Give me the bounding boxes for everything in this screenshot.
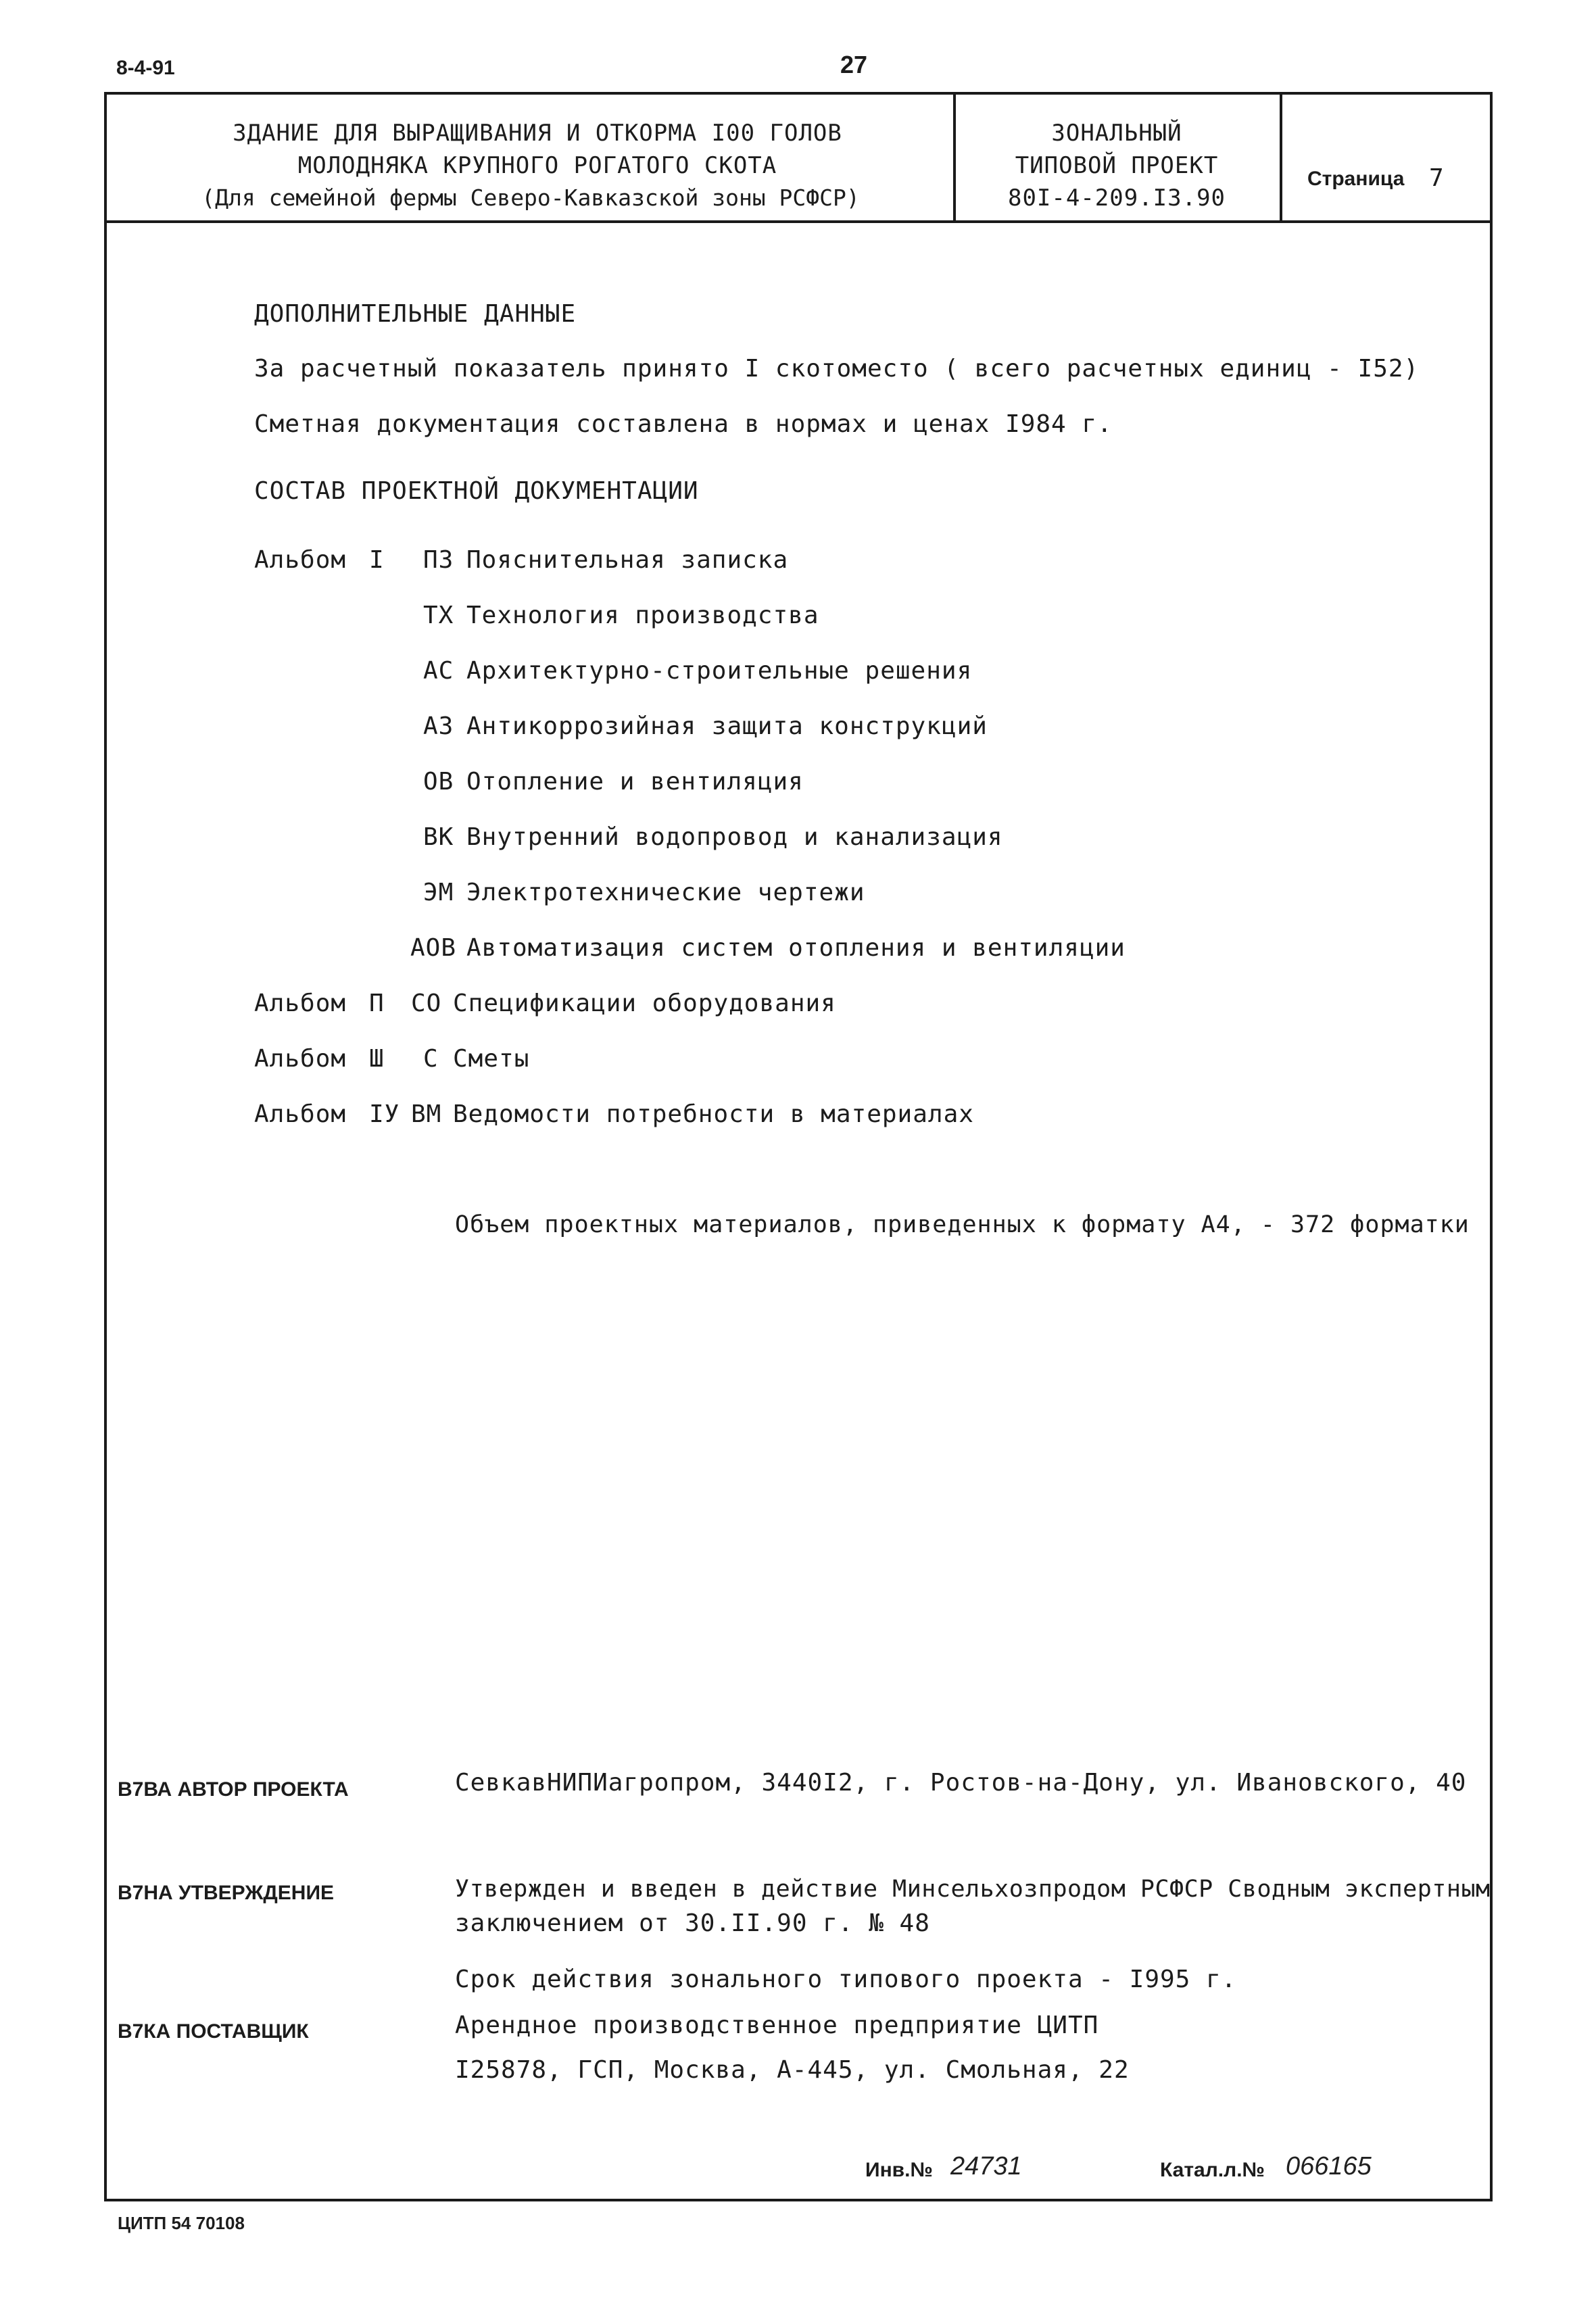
album-code: ПЗ	[423, 546, 454, 574]
album-code: ВК	[423, 823, 454, 851]
page-label: Страница	[1307, 168, 1405, 190]
project-line-3: 80I-4-209.I3.90	[1007, 185, 1226, 212]
album-description: Автоматизация систем отопления и вентиляции	[466, 934, 1126, 962]
album-label: Альбом	[254, 1045, 347, 1073]
approval-line-1: Утвержден и введен в действие Минсельхозпродом РСФСР Сводным экспертным	[455, 1876, 1491, 1903]
project-line-2: ТИПОВОЙ ПРОЕКТ	[1015, 152, 1219, 179]
header-divider	[104, 220, 1493, 223]
album-description: Спецификации оборудования	[453, 990, 836, 1017]
album-code: АС	[423, 657, 454, 685]
bottom-code: ЦИТП 54 70108	[118, 2213, 245, 2233]
album-label: Альбом	[254, 546, 347, 574]
album-code: ЭМ	[423, 879, 454, 906]
album-code: ОВ	[423, 768, 454, 796]
approval-label: В7НА УТВЕРЖДЕНИЕ	[118, 1882, 335, 1904]
album-description: Пояснительная записка	[466, 546, 789, 574]
album-code: СО	[411, 990, 442, 1017]
composition-heading: СОСТАВ ПРОЕКТНОЙ ДОКУМЕНТАЦИИ	[254, 477, 699, 505]
album-number: П	[369, 990, 385, 1017]
page-number: 27	[840, 51, 868, 78]
album-number: Ш	[369, 1045, 385, 1073]
validity-line: Срок действия зонального типового проекта - I995 г.	[455, 1966, 1237, 1993]
top-left-code: 8-4-91	[116, 57, 175, 79]
album-code: ВМ	[411, 1100, 442, 1128]
supplier-label: В7КА ПОСТАВЩИК	[118, 2020, 309, 2043]
title-line-1: ЗДАНИЕ ДЛЯ ВЫРАЩИВАНИЯ И ОТКОРМА I00 ГОЛОВ	[233, 120, 842, 147]
title-line-2: МОЛОДНЯКА КРУПНОГО РОГАТОГО СКОТА	[297, 152, 777, 179]
catalog-number: 066165	[1286, 2152, 1372, 2180]
album-description: Ведомости потребности в материалах	[453, 1100, 974, 1128]
inventory-label: Инв.№	[865, 2159, 933, 2181]
project-line-1: ЗОНАЛЬНЫЙ	[1051, 120, 1182, 147]
extra-data-heading: ДОПОЛНИТЕЛЬНЫЕ ДАННЫЕ	[254, 300, 577, 328]
volume-line: Объем проектных материалов, приведенных к формату А4, - 372 форматки	[455, 1211, 1470, 1238]
album-description: Внутренний водопровод и канализация	[466, 823, 1003, 851]
page-value: 7	[1429, 164, 1445, 192]
album-description: Электротехнические чертежи	[466, 879, 865, 906]
inventory-number: 24731	[950, 2152, 1022, 2180]
album-number: IУ	[369, 1100, 400, 1128]
header-separator-1	[953, 92, 956, 223]
album-code: С	[423, 1045, 439, 1073]
album-label: Альбом	[254, 990, 347, 1017]
header-separator-2	[1280, 92, 1282, 223]
calc-indicator-line: За расчетный показатель принято I скотоместо ( всего расчетных единиц - I52)	[254, 355, 1420, 383]
author-label: В7ВА АВТОР ПРОЕКТА	[118, 1778, 349, 1801]
album-number: I	[369, 546, 385, 574]
supplier-line-1: Арендное производственное предприятие ЦИТП	[455, 2012, 1099, 2039]
album-description: Архитектурно-строительные решения	[466, 657, 973, 685]
album-code: ТХ	[423, 602, 454, 629]
album-label: Альбом	[254, 1100, 347, 1128]
album-description: Антикоррозийная защита конструкций	[466, 712, 988, 740]
catalog-label: Катал.л.№	[1160, 2159, 1265, 2181]
album-code: АОВ	[410, 934, 457, 962]
album-description: Сметы	[453, 1045, 530, 1073]
supplier-line-2: I25878, ГСП, Москва, А-445, ул. Смольная, 22	[455, 2056, 1130, 2084]
album-code: АЗ	[423, 712, 454, 740]
album-description: Технология производства	[466, 602, 819, 629]
title-line-3: (Для семейной фермы Северо-Кавказской зоны РСФСР)	[201, 185, 860, 211]
album-description: Отопление и вентиляция	[466, 768, 804, 796]
approval-line-2: заключением от 30.II.90 г. № 48	[455, 1909, 930, 1937]
estimate-line: Сметная документация составлена в нормах и ценах I984 г.	[254, 410, 1113, 438]
author-value: СевкавНИПИагропром, 3440I2, г. Ростов-на-Дону, ул. Ивановского, 40	[455, 1769, 1467, 1797]
